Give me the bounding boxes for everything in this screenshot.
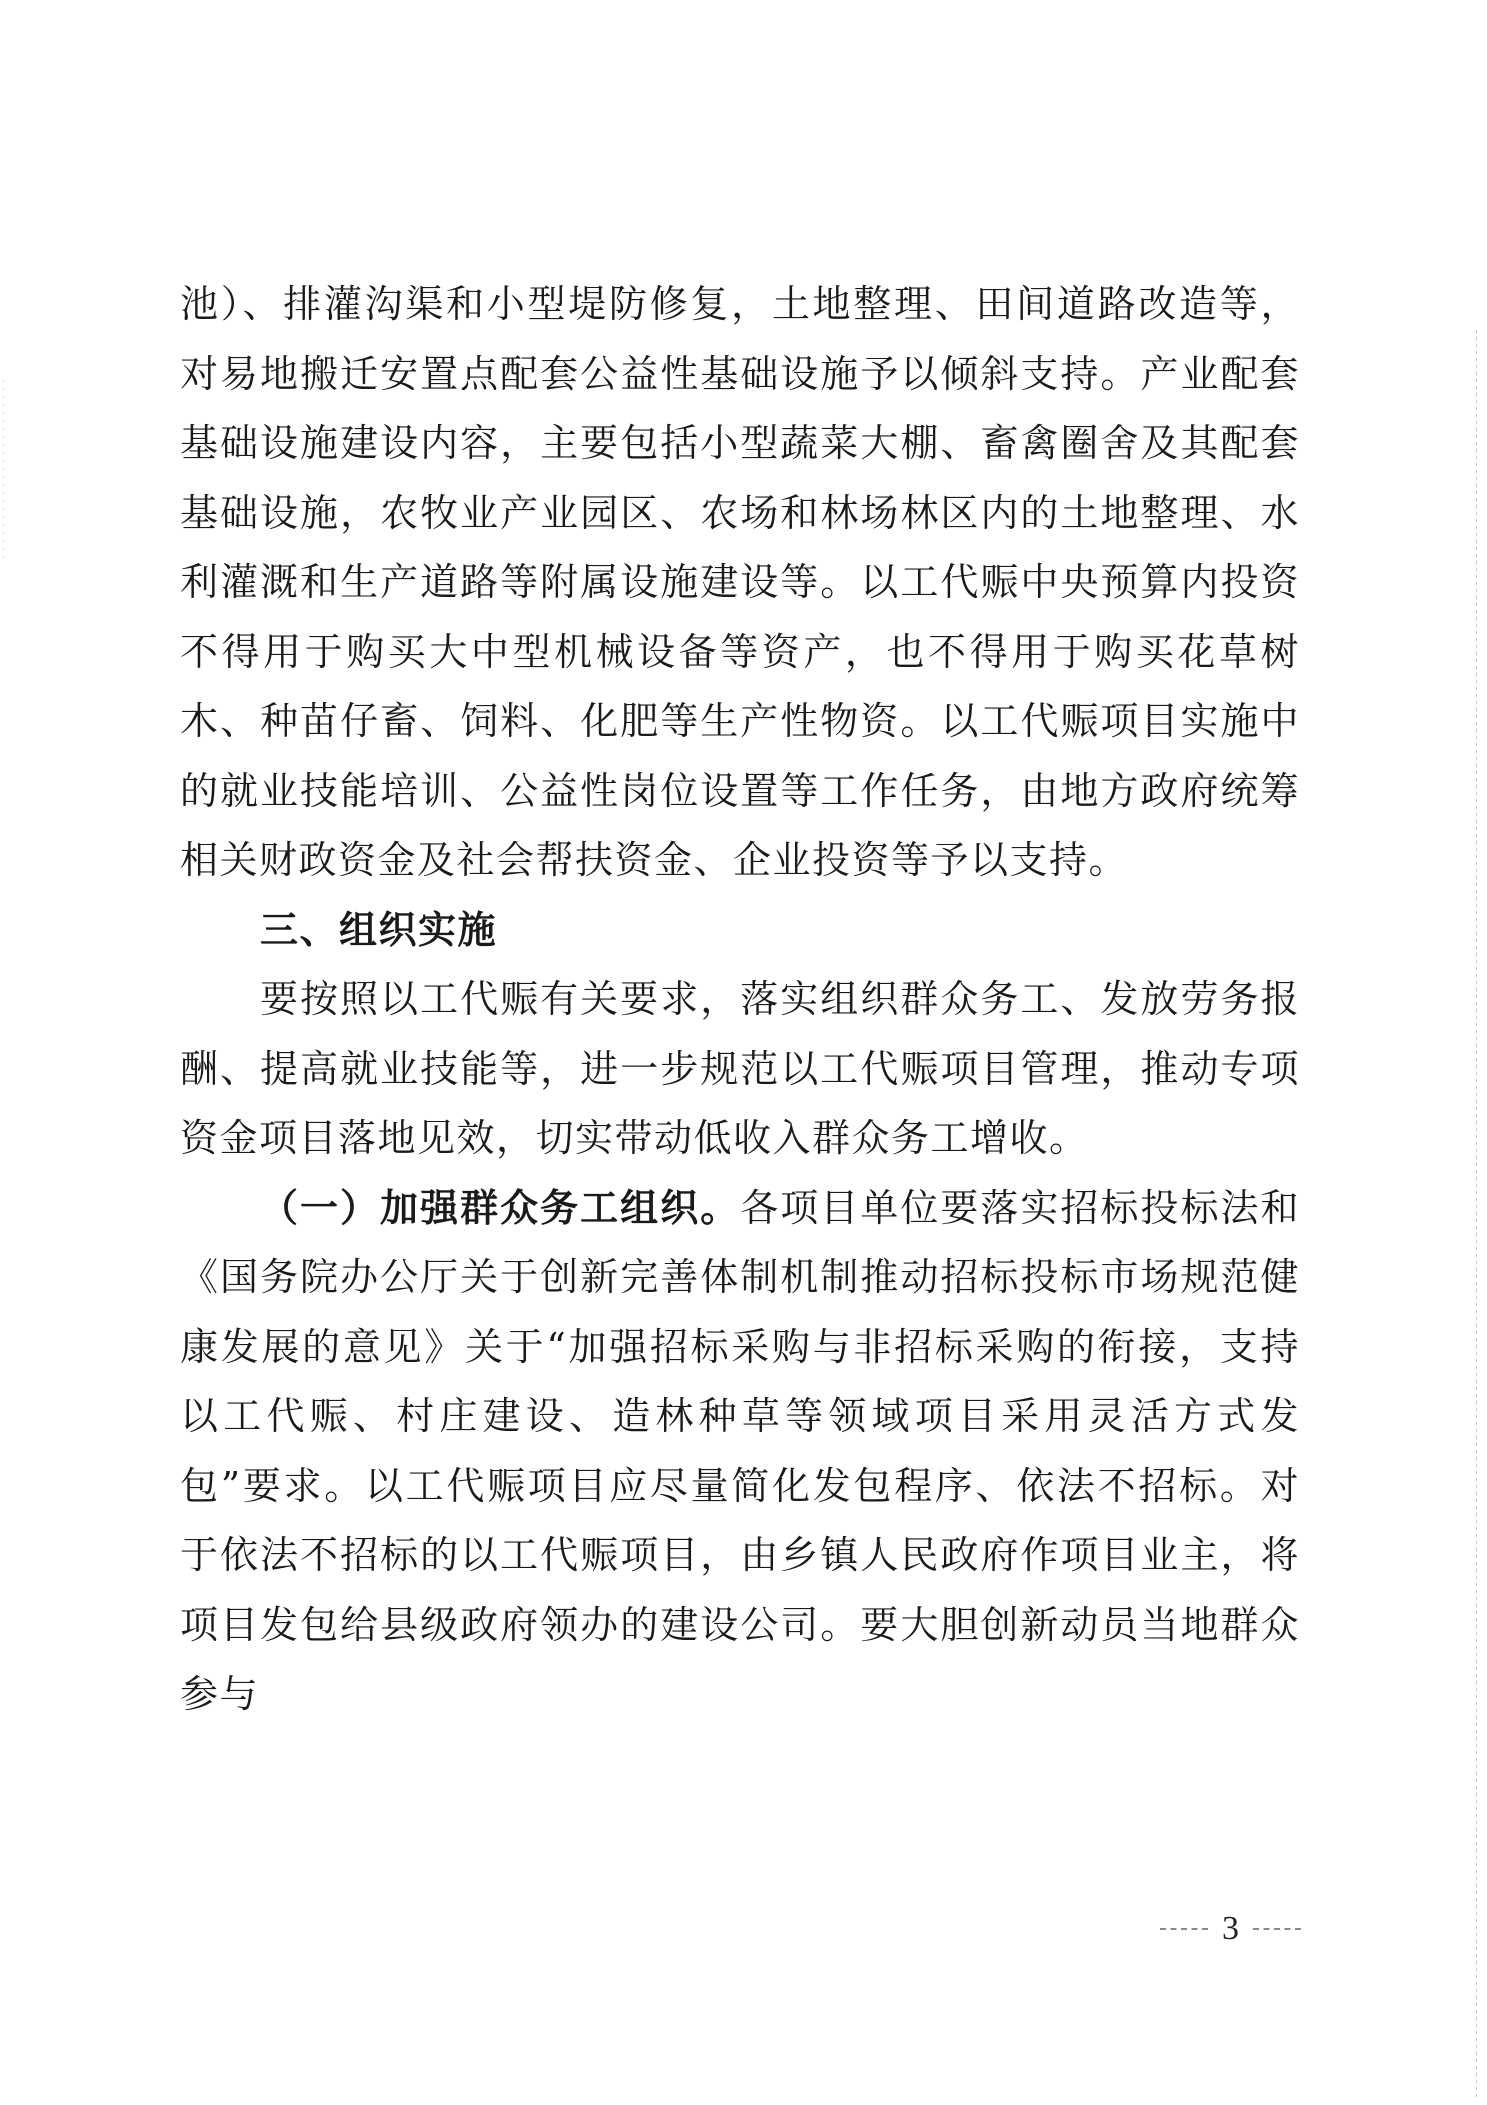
page-number-dash-left [1160,1928,1208,1930]
section-heading: 三、组织实施 [260,907,498,952]
page-number-dash-right [1253,1928,1301,1930]
page-number: 3 [1222,1910,1239,1947]
paragraph-continuation: 池）、排灌沟渠和小型堤防修复，土地整理、田间道路改造等，对易地搬迁安置点配套公益性基础设施予以倾斜支持。产业配套基础设施建设内容，主要包括小型蔬菜大棚、畜禽圈舍及其配套基础设施，农牧业产业园区、农场和林场林区内的土地整理、水利灌溉和生产道路等附属设施建设等。以工代赈中央预算内投资不得用于购买大中型机械设备等资产，也不得用于购买花草树木、种苗仔畜、饲料、化肥等生产性物资。以工代赈项目实施中的就业技能培训、公益性岗位设置等工作任务，由地方政府统筹相关财政资金及社会帮扶资金、企业投资等予以支持。 [180,282,1300,882]
paragraph-organization: 要按照以工代赈有关要求，落实组织群众务工、发放劳务报酬、提高就业技能等，进一步规范以工代赈项目管理，推动专项资金项目落地见效，切实带动低收入群众务工增收。 [180,977,1300,1160]
paragraph-lead-heading: （一）加强群众务工组织。 [260,1185,741,1230]
document-body [180,270,1300,1730]
scan-edge-artifact-right [1476,330,1477,2100]
page-number-footer [1160,1910,1301,1948]
scan-edge-artifact-left [3,380,4,560]
paragraph-lead-body: 各项目单位要落实招标投标法和《国务院办公厅关于创新完善体制机制推动招标投标市场规范健康发展的意见》关于“加强招标采购与非招标采购的衔接，支持以工代赈、村庄建设、造林种草等领域项目采用灵活方式发包”要求。以工代赈项目应尽量简化发包程序、依法不招标。对于依法不招标的以工代赈项目，由乡镇人民政府作项目业主，将项目发包给县级政府领办的建设公司。要大胆创新动员当地群众参与 [180,1185,1300,1716]
paragraph-worker-organization [180,1174,1300,1730]
